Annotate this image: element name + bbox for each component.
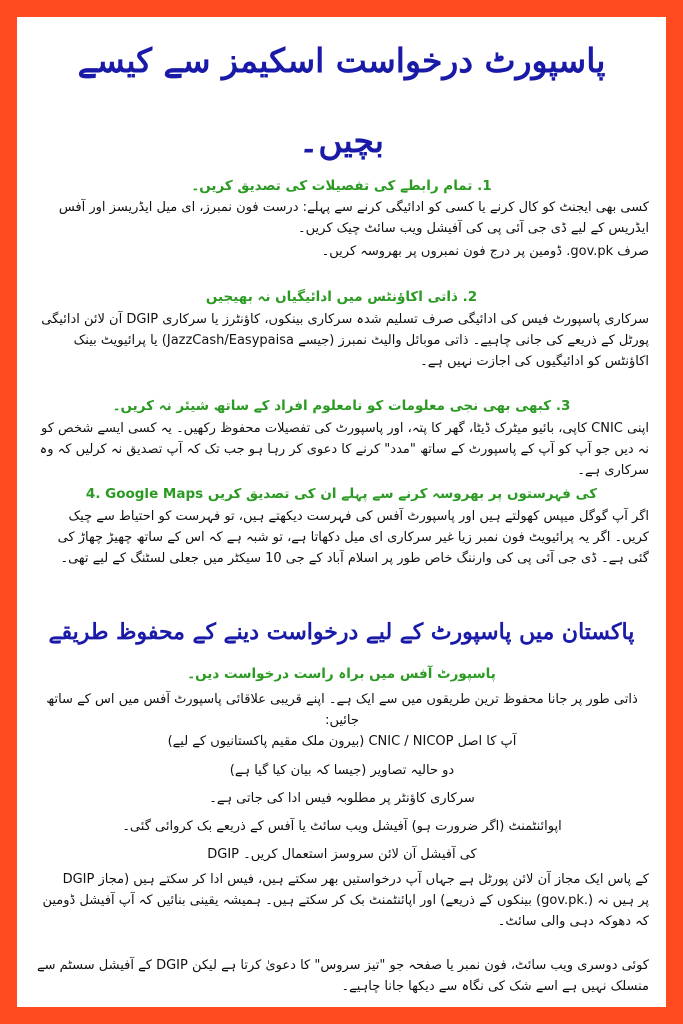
section-3-paragraph-1: اپنی CNIC کاپی، بائیو میٹرک ڈیٹا، گھر کا پتہ، اور پاسپورٹ کی تفصیلات محفوظ رکھیں۔ یہ کسی ایسے شخص کو نہ دیں جو آپ کو آپ کے پاسپورٹ کے ساتھ "مدد" کرنے کا دعوی کر رہا ہو جب تک کہ آپ تصدیق نہ کرلیں کہ وہ سرکاری ہے۔ <box>39 421 649 478</box>
section-3-heading: 3. کبھی بھی نجی معلومات کو نامعلوم افراد کے ساتھ شیئر نہ کریں۔ <box>112 398 571 414</box>
page-title-line-1: پاسپورٹ درخواست اسکیمز سے کیسے <box>77 41 606 80</box>
section-1-paragraph-1: کسی بھی ایجنٹ کو کال کرنے یا کسی کو ادائیگی کرنے سے پہلے: درست فون نمبرز، ای میل ایڈریسز اور آفس ایڈریس کے لیے ڈی جی آئی پی کی آفیشل ویب سائٹ چیک کریں۔ <box>58 200 649 236</box>
safe-line-2: آپ کا اصل CNIC / NICOP (بیرون ملک مقیم پاکستانیوں کے لیے) <box>167 734 517 749</box>
safe-line-5: اپوائنٹمنٹ (اگر ضرورت ہو) آفیشل ویب سائٹ یا آفس کے ذریعے بک کروائی گئی۔ <box>122 819 562 834</box>
safe-methods-heading: پاسپورٹ آفس میں براہ راست درخواست دیں۔ <box>187 666 496 682</box>
safe-line-4: سرکاری کاؤنٹر پر مطلوبہ فیس ادا کی جاتی ہے۔ <box>209 791 475 806</box>
section-1-heading: 1. تمام رابطے کی تفصیلات کی تصدیق کریں۔ <box>191 178 492 194</box>
page-title-line-2: بچیں۔ <box>299 121 384 160</box>
section-4-paragraph-1: اگر آپ گوگل میپس کھولتے ہیں اور پاسپورٹ آفس کی فہرست دیکھتے ہیں، تو فہرست کو احتیاط سے چیک کریں۔ اگر یہ پرائیویٹ فون نمبر زیا غیر سرکاری ای میل دکھاتا ہے، تو شبہ ہے کہ اس کے ساتھ چھیڑ چھاڑ کی گئی ہے۔ ڈی جی آئی پی کی وارننگ خاص طور پر اسلام آباد کے جی 10 سیکٹر میں جعلی لسٹنگ کے لیے تھی۔ <box>57 509 649 566</box>
safe-line-1: ذاتی طور پر جانا محفوظ ترین طریقوں میں سے ایک ہے۔ اپنے قریبی علاقائی پاسپورٹ آفس میں اس کے ساتھ جائیں: <box>46 692 638 728</box>
safe-line-6: DGIP کی آفیشل آن لائن سروسز استعمال کریں۔ <box>207 847 477 862</box>
safe-line-7: DGIP کے پاس ایک مجاز آن لائن پورٹل ہے جہاں آپ درخواستیں بھر سکتے ہیں، فیس ادا کر سکتے ہیں (مجاز بینکوں کے ذریعے) اور اپائنٹمنٹ بک کر سکتے ہیں۔ ہمیشہ یقینی بنائیں کہ آپ آفیشل ڈومین (gov.pk.) پر ہیں نہ کہ دھوکہ دہی والی سائٹ۔ <box>42 872 649 929</box>
safe-methods-title: پاکستان میں پاسپورٹ کے لیے درخواست دینے کے محفوظ طریقے <box>48 619 635 645</box>
section-1-paragraph-2: صرف gov.pk. ڈومین پر درج فون نمبروں پر بھروسہ کریں۔ <box>321 244 649 259</box>
safe-line-8: کوئی دوسری ویب سائٹ، فون نمبر یا صفحہ جو "تیز سروس" کا دعویٰ کرتا ہے لیکن DGIP کے آفیشل سسٹم سے منسلک نہیں ہے اسے شک کی نگاہ سے دیکھا جانا چاہیے۔ <box>36 958 649 994</box>
section-2-heading: 2. ذاتی اکاؤنٹس میں ادائیگیاں نہ بھیجیں <box>205 289 478 305</box>
section-2-paragraph-1: سرکاری پاسپورٹ فیس کی ادائیگی صرف تسلیم شدہ سرکاری بینکوں، کاؤنٹرز یا سرکاری DGIP آن لائن ادائیگی پورٹل کے ذریعے کی جانی چاہیے۔ ذاتی موبائل والیٹ نمبرز (جیسے JazzCash/Easypaisa) یا پرائیویٹ بینک اکاؤنٹس کو ادائیگیوں کی اجازت نہیں ہے۔ <box>41 312 649 369</box>
section-4-heading: 4. Google Maps کی فہرستوں پر بھروسہ کرنے سے پہلے ان کی تصدیق کریں <box>85 486 598 502</box>
safe-line-3: دو حالیہ تصاویر (جیسا کہ بیان کیا گیا ہے) <box>229 763 455 778</box>
article-page <box>17 17 666 1007</box>
